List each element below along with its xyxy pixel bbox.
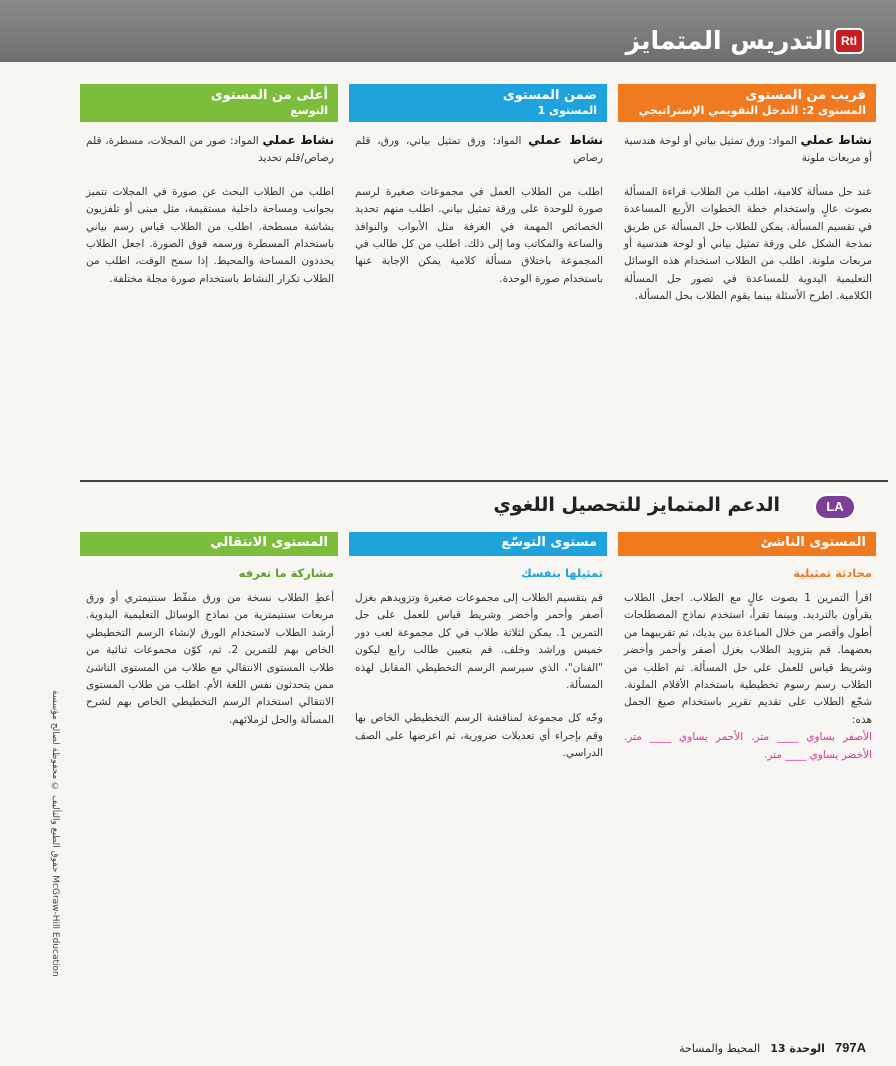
column-title: أعلى من المستوى: [210, 88, 328, 103]
la-section-title: الدعم المتمايز للتحصيل اللغوي: [493, 494, 780, 516]
column-paragraph: اطلب من الطلاب البحث عن صورة في المجلات تتميز بجوانب ومساحة داخلية مستقيمة، مثل مبنى أو تلفزيون بشاشة مسطحة. اطلب من الطلاب قياس رسم بياني باستخدام المسطرة ورسمه فوق الصورة. اجعل الطلاب يحددون المساحة والمحيط. إذا سمح الوقت، اطلب من الطلاب تكرار النشاط باستخدام صورة مجلة مختلفة.: [86, 185, 334, 285]
activity-label: نشاط عملي: [262, 133, 334, 147]
column-body-approaching: [624, 132, 872, 322]
la-body-bridging: [86, 590, 334, 745]
activity-materials: المواد: ورق تمثيل بياني أو لوحة هندسية أو مربعات ملونة: [624, 135, 872, 165]
unit-number: الوحدة 13: [770, 1042, 825, 1055]
page-number: 797A: [834, 1040, 866, 1055]
page-footer: [679, 1040, 866, 1055]
copyright-note: حقوق الطبع والتأليف © محفوظة لصالح مؤسسة McGraw-Hill Education: [50, 690, 60, 977]
sentence-frames: الأصفر يساوي ____ متر. الأحمر يساوي ____ متر. الأخضر يساوي ____ متر.: [624, 731, 872, 761]
la-subhead-bridging: مشاركة ما تعرفه: [238, 566, 334, 580]
la-badge: LA: [814, 494, 856, 520]
la-body-expanding: [355, 590, 603, 779]
column-subtitle: المستوى 1: [537, 104, 597, 117]
la-body-emerging: [624, 590, 872, 780]
column-title: قريب من المستوى: [745, 88, 866, 103]
column-paragraph: عند حل مسألة كلامية، اطلب من الطلاب قراءة المسألة بصوت عالٍ واستخدام خطة الخطوات الأربع المساعدة في تقسيم المسألة. يمكن للطلاب حل المسألة عن طريق نمذجة الشكل على ورقة تمثيل بياني أو لوحة هندسية أو مربعات ملونة. اطلب من الطلاب استخدام هذه الوسائل التعليمية اليدوية للمساعدة في تصور حل المسألة الكلامية. اطرح الأسئلة بينما يقوم الطلاب بحل المسألة.: [624, 185, 872, 303]
activity-materials: المواد: صور من المجلات، مسطرة، قلم رصاص/قلم تحديد: [86, 135, 334, 165]
column-head-on-level: [349, 84, 607, 122]
page-title: التدريس المتمايز: [625, 26, 832, 55]
column-body-on-level: [355, 132, 603, 304]
column-body-beyond: [86, 132, 334, 304]
rti-badge: RtI: [834, 28, 864, 54]
column-head-beyond: [80, 84, 338, 122]
activity-label: نشاط عملي: [528, 133, 603, 147]
la-paragraph-2: وجّه كل مجموعة لمناقشة الرسم التخطيطي الخاص بها وقم بإجراء أي تعديلات ضرورية، ثم اعرضها على الصف الدراسي.: [355, 712, 603, 760]
column-title: ضمن المستوى: [502, 88, 597, 103]
la-paragraph: أعطِ الطلاب نسخة من ورق منقّط سنتيمتري أو ورق مربعات سنتيمترية من نماذج الوسائل التعليمية اليدوية. أرشد الطلاب لاستخدام الورق لإنشاء الرسم التخطيطي الخاص بهم للتمرين 2. ثم، كوّن مجموعات ثنائية من طلاب المستوى الانتقالي مع طلاب من المستوى الناشئ ممن يتحدثون نفس اللغة الأم. اطلب من طلاب المستوى الانتقالي استخدام الرسم التخطيطي الخاص بهم لشرح المسألة والحل لزملائهم.: [86, 592, 334, 726]
la-paragraph: اقرأ التمرين 1 بصوت عالٍ مع الطلاب. اجعل الطلاب يقرأون بالترديد. وبينما تقرأ، استخدم نماذج المصطلحات أطول وأقصر من خلال المباعدة بين يديك، ثم تقريبهما من بعضهما. قم بتزويد الطلاب بغزل أصفر وأحمر وأخضر وشريط قياس للعمل على حل المسألة. ثم اطلب من الطلاب رسم رسوم تخطيطية باستخدام الأقلام الملونة. شجّع الطلاب على تقديم تقرير باستخدام صيغ الجمل هذه:: [624, 592, 872, 726]
activity-materials: المواد: ورق تمثيل بياني، ورق، قلم رصاص: [355, 135, 603, 165]
la-head-expanding: مستوى التوسّع: [349, 532, 607, 556]
column-paragraph: اطلب من الطلاب العمل في مجموعات صغيرة لرسم صورة للوحدة على ورقة تمثيل بياني. اطلب منهم تحديد الخصائص المهمة في الغرفة مثل الأبواب والنوافذ والساعة والمكاتب وما إلى ذلك. اطلب من كل طالب في المجموعة باختلاق مسألة كلامية يمكن الإجابة عنها باستخدام صورة الوحدة.: [355, 185, 603, 285]
unit-title: المحيط والمساحة: [679, 1042, 761, 1055]
la-head-bridging: المستوى الانتقالي: [80, 532, 338, 556]
column-subtitle: التوسع: [290, 104, 328, 117]
la-subhead-expanding: تمثيلها بنفسك: [521, 566, 603, 580]
activity-label: نشاط عملي: [800, 133, 872, 147]
section-divider: [80, 480, 888, 482]
la-paragraph: قم بتقسيم الطلاب إلى مجموعات صغيرة وتزويدهم بغزل أصفر وأحمر وأخضر وشريط قياس للعمل على حل التمرين 1. يمكن لثلاثة طلاب في كل مجموعة لعب دور خميس وراشد وخلف. قم بتعيين طالب رابع ليكون "الفنان"، الذي سيرسم الرسم التخطيطي المقابل لهذه المسألة.: [355, 592, 604, 692]
la-head-emerging: المستوى الناشئ: [618, 532, 876, 556]
la-subhead-emerging: محادثة تمثيلية: [793, 566, 872, 580]
column-subtitle: المستوى 2: التدخل التقويمي الإستراتيجي: [638, 104, 866, 117]
column-head-approaching: [618, 84, 876, 122]
